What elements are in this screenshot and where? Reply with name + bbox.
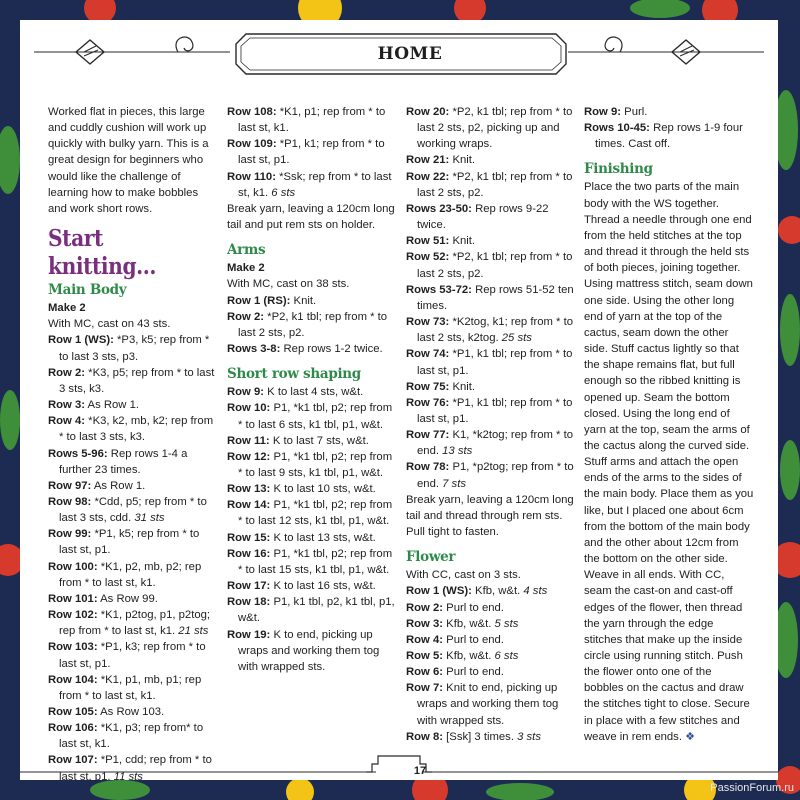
row-label: Row 17: <box>227 580 271 593</box>
row-instruction: Purl to end. <box>443 633 504 646</box>
page-panel <box>20 20 778 783</box>
pattern-row <box>48 365 218 397</box>
pattern-row <box>406 282 578 314</box>
flower-heading: Flower <box>406 549 456 566</box>
arms-break-yarn-text: Break yarn, leaving a 120cm long tail and thread through rem sts. Pull tight to fasten. <box>406 493 574 539</box>
row-label: Row 21: <box>406 154 450 167</box>
row-instruction: *P1, k5; rep from * to last st, p1. <box>59 528 200 557</box>
pattern-row <box>406 583 578 599</box>
pattern-row <box>227 546 397 578</box>
header-title-box <box>242 30 578 76</box>
pattern-row <box>48 478 218 494</box>
row-instruction: *K1, p1; rep from * to last st, k1. <box>238 106 386 135</box>
arms-make-label: Make 2 <box>227 262 265 275</box>
row-instruction: *K1, p2, mb, p2; rep from * to last st, k1. <box>59 560 202 589</box>
row-label: Row 109: <box>227 138 277 151</box>
row-instruction: *P2, k1 tbl; rep from * to last 2 sts, p2. <box>417 251 573 280</box>
stitch-count: 13 sts <box>442 445 473 458</box>
stitch-count: 11 sts <box>113 770 143 783</box>
pattern-row <box>406 201 578 233</box>
end-mark-icon: ❖ <box>685 730 695 743</box>
row-instruction: *K1, p2tog, p1, p2tog; rep from * to last st, k1. <box>59 609 211 638</box>
short-row-shaping-heading: Short row shaping <box>227 366 361 383</box>
row-label: Row 110: <box>227 170 276 183</box>
row-label: Row 7: <box>406 682 444 695</box>
row-label: Row 2: <box>406 601 444 614</box>
pattern-row <box>227 341 397 357</box>
page-number: 17 <box>413 765 427 777</box>
pattern-row <box>48 446 218 478</box>
pattern-row <box>406 346 578 378</box>
main-body-rows-continued <box>227 104 397 201</box>
stitch-count: 31 sts <box>134 512 165 525</box>
short-rows <box>227 384 397 675</box>
row-instruction: Rep rows 9-22 twice. <box>417 202 549 232</box>
row-label: Row 76: <box>406 396 450 409</box>
row-instruction: As Row 99. <box>97 592 158 605</box>
row-label: Rows 53-72: <box>406 283 472 296</box>
pattern-row <box>406 459 578 491</box>
row-label: Row 2: <box>227 310 265 323</box>
pattern-row <box>406 169 578 201</box>
stitch-count: 4 sts <box>523 585 548 598</box>
pattern-row <box>227 104 397 136</box>
pattern-row <box>48 607 218 639</box>
pattern-row <box>406 648 578 664</box>
pattern-row <box>406 104 578 152</box>
row-label: Rows 5-96: <box>48 447 108 460</box>
row-label: Row 99: <box>48 528 92 541</box>
row-label: Row 108: <box>227 106 277 118</box>
pattern-row <box>227 530 397 546</box>
row-instruction: K to last 16 sts, w&t. <box>270 580 376 593</box>
row-instruction: P1, *k1 tbl, p2; rep from * to last 6 sts, k1 tbl, p1, w&t. <box>238 402 393 431</box>
row-label: Row 13: <box>227 483 271 496</box>
stitch-count: 21 sts <box>178 625 209 638</box>
row-label: Row 97: <box>48 479 92 492</box>
stitch-count: 3 sts <box>517 730 541 743</box>
row-instruction: [Ssk] 3 times. <box>443 730 518 743</box>
row-instruction: Purl to end. <box>443 666 504 679</box>
row-label: Row 74: <box>406 348 450 361</box>
row-instruction: *P1, k1; rep from * to last st, p1. <box>238 138 385 167</box>
watermark: PassionForum.ru <box>710 782 794 794</box>
row-instruction: Knit. <box>449 235 476 248</box>
row-label: Row 103: <box>48 641 98 654</box>
row-label: Row 11: <box>227 434 270 447</box>
row-label: Row 78: <box>406 461 450 474</box>
row-label: Rows 10-45: <box>584 122 650 135</box>
pattern-row <box>227 309 397 341</box>
finishing-text: Place the two parts of the main body with the WS together. Thread a needle through one end from the held stitches at the top and thread it through the held sts of both pieces, joining together. Using mattress stitch, seam down one side. Using the other long end of yarn at the top of the cactus, seam down the other side. Stuff cactus lightly so that the shape remains flat, but full enough so the ribbed knitting is opened up. Seam the bottom closed. Using the long end of yarn at the top, seam the arms of the cactus along the curved side. Stuff arms and attach the open ends of the arms to the sides of the main body. Place them as you like, but I placed one about 6cm from the bottom of the main body and the other about 12cm from the bottom on the other side. Weave in all ends. With CC, seam the cast-on and cast-off edges of the flower, then thread the yarn through the edge stitches that make up the inside circle using running stitch. Push the flower onto one of the bobbles on the cactus and draw the stitches tight to close. Secure in place with a few stitches and weave in rem ends. ❖ <box>584 181 754 743</box>
arms-cast-on-text: With MC, cast on 38 sts. <box>227 278 350 291</box>
row-instruction: *P2, k1 tbl; rep from * to last 2 sts, p2. <box>238 310 388 339</box>
stitch-count: 6 sts <box>271 186 296 199</box>
row-instruction: Knit. <box>449 154 476 167</box>
row-label: Row 19: <box>227 628 271 641</box>
pattern-row <box>227 497 397 529</box>
row-label: Row 4: <box>406 633 444 646</box>
row-instruction: *K1, p1, mb, p1; rep from * to last st, k1. <box>59 673 202 702</box>
start-knitting-heading: Start knitting... <box>48 225 156 281</box>
pattern-row <box>227 136 397 168</box>
stitch-count: 25 sts <box>501 332 532 345</box>
row-label: Row 8: <box>406 730 444 743</box>
pattern-row <box>227 449 397 481</box>
column-1 <box>48 104 218 785</box>
row-label: Row 6: <box>406 666 444 679</box>
pattern-row <box>227 481 397 497</box>
break-yarn-text: Break yarn, leaving a 120cm long tail and put rem sts on holder. <box>227 202 395 232</box>
row-instruction: K to last 13 sts, w&t. <box>270 531 376 544</box>
pattern-row <box>227 594 397 626</box>
row-label: Row 98: <box>48 495 92 508</box>
row-label: Row 51: <box>406 235 450 248</box>
pattern-row <box>406 616 578 632</box>
pattern-row <box>406 664 578 680</box>
row-instruction: P1, *k1 tbl, p2; rep from * to last 12 sts, k1 tbl, p1, w&t. <box>238 499 393 528</box>
pattern-row <box>406 233 578 249</box>
row-instruction: P1, *k1 tbl, p2; rep from * to last 15 sts, k1 tbl, p1, w&t. <box>238 547 393 576</box>
row-label: Row 102: <box>48 609 98 622</box>
pattern-row <box>48 526 218 558</box>
column-4 <box>584 104 754 745</box>
row-label: Row 12: <box>227 450 271 463</box>
pattern-row <box>48 332 218 364</box>
row-instruction: Rep rows 1-4 a further 23 times. <box>59 447 188 476</box>
row-label: Row 73: <box>406 316 450 329</box>
row-instruction: *P1, cdd; rep from * to last st, p1. <box>59 754 212 783</box>
row-instruction: K to last 7 sts, w&t. <box>269 434 369 447</box>
main-body-heading: Main Body <box>48 282 127 299</box>
row-instruction: *K3, p5; rep from * to last 3 sts, k3. <box>59 366 215 395</box>
pattern-row <box>48 559 218 591</box>
row-label: Row 14: <box>227 499 271 512</box>
arms-rows <box>227 293 397 358</box>
row-instruction: K1, *k2tog; rep from * to end. <box>417 429 574 458</box>
row-instruction: Knit to end, picking up wraps and working them tog with wrapped sts. <box>417 682 559 727</box>
row-instruction: P1, *k1 tbl, p2; rep from * to last 9 sts, k1 tbl, p1, w&t. <box>238 450 393 479</box>
row-instruction: K to last 10 sts, w&t. <box>270 483 376 496</box>
pattern-row <box>406 600 578 616</box>
row-label: Row 52: <box>406 251 450 264</box>
pattern-row <box>406 314 578 346</box>
stitch-count: 7 sts <box>442 477 466 490</box>
row-instruction: Kfb, w&t. <box>443 650 495 662</box>
row-label: Row 3: <box>48 399 86 412</box>
row-label: Rows 23-50: <box>406 202 472 215</box>
row-instruction: As Row 103. <box>97 706 165 718</box>
pattern-row <box>48 413 218 445</box>
pattern-row <box>406 632 578 648</box>
row-instruction: As Row 1. <box>85 399 140 412</box>
pattern-row <box>48 672 218 704</box>
cast-on-text: With MC, cast on 43 sts. <box>48 318 171 331</box>
row-label: Row 107: <box>48 754 98 767</box>
make-label: Make 2 <box>48 302 86 315</box>
row-label: Row 18: <box>227 596 271 609</box>
column-3 <box>406 104 578 745</box>
row-label: Row 77: <box>406 429 450 442</box>
row-instruction: Kfb, w&t. <box>471 585 524 598</box>
flower-rows <box>406 583 578 745</box>
row-instruction: *Ssk; rep from * to last st, k1. <box>238 170 392 199</box>
arms-rows-continued <box>406 104 578 492</box>
flower-rows-continued <box>584 104 754 152</box>
row-instruction: K to last 4 sts, w&t. <box>264 386 364 399</box>
row-label: Row 5: <box>406 650 444 662</box>
stitch-count: 6 sts <box>494 650 519 662</box>
pattern-row <box>227 400 397 432</box>
pattern-row <box>227 169 397 201</box>
intro-paragraph: Worked flat in pieces, this large and cuddly cushion will work up quickly with bulky yarn. This is a great design for beginners who would like the challenge of learning how to make bobbles and work short rows. <box>48 106 209 215</box>
row-label: Row 20: <box>406 106 450 118</box>
row-instruction: Knit. <box>449 380 476 393</box>
row-label: Row 2: <box>48 366 86 379</box>
row-label: Row 15: <box>227 531 271 544</box>
row-label: Row 104: <box>48 673 98 686</box>
row-instruction: Rep rows 1-9 four times. Cast off. <box>595 122 743 151</box>
pattern-row <box>406 395 578 427</box>
row-instruction: Purl. <box>621 106 648 118</box>
row-label: Row 1 (WS): <box>406 585 472 598</box>
pattern-row <box>584 120 754 152</box>
row-instruction: *P1, k1 tbl; rep from * to last st, p1. <box>417 396 573 425</box>
pattern-row <box>227 384 397 400</box>
pattern-row <box>48 704 218 720</box>
row-instruction: *P3, k5; rep from * to last 3 sts, p3. <box>59 334 210 363</box>
row-instruction: *K3, k2, mb, k2; rep from * to last 3 sts, k3. <box>59 415 214 444</box>
row-instruction: Purl to end. <box>443 601 504 614</box>
pattern-row <box>406 680 578 728</box>
pattern-row <box>227 627 397 675</box>
row-label: Row 101: <box>48 592 98 605</box>
row-instruction: Kfb, w&t. <box>443 617 495 630</box>
pattern-row <box>227 578 397 594</box>
row-instruction: Rep rows 1-2 twice. <box>280 343 383 356</box>
row-instruction: Knit. <box>290 294 317 307</box>
row-instruction: *K2tog, k1; rep from * to last 2 sts, k2tog. <box>417 316 574 345</box>
pattern-row <box>227 293 397 309</box>
row-label: Row 105: <box>48 706 98 718</box>
row-label: Row 106: <box>48 722 98 735</box>
row-label: Row 1 (RS): <box>227 294 291 307</box>
row-instruction: Rep rows 51-52 ten times. <box>417 283 574 312</box>
row-label: Row 9: <box>227 386 265 399</box>
row-label: Row 10: <box>227 402 271 415</box>
row-instruction: *P2, k1 tbl; rep from * to last 2 sts, p2, picking up and working wraps. <box>417 106 573 151</box>
footer-ornament <box>20 742 778 783</box>
row-instruction: *P2, k1 tbl; rep from * to last 2 sts, p2. <box>417 170 573 199</box>
row-instruction: P1, *p2tog; rep from * to end. <box>417 461 574 490</box>
row-instruction: As Row 1. <box>91 479 146 492</box>
row-label: Row 16: <box>227 547 271 560</box>
page-title: HOME <box>377 44 443 64</box>
row-instruction: *Cdd, p5; rep from * to last 3 sts, cdd. <box>59 495 207 525</box>
row-label: Row 9: <box>584 106 622 118</box>
column-2 <box>227 104 397 675</box>
flower-cast-on-text: With CC, cast on 3 sts. <box>406 569 521 582</box>
finishing-heading: Finishing <box>584 161 653 178</box>
row-instruction: K to end, picking up wraps and working them tog with wrapped sts. <box>238 628 380 673</box>
row-label: Row 75: <box>406 380 450 393</box>
pattern-row <box>406 152 578 168</box>
pattern-row <box>48 639 218 671</box>
pattern-row <box>584 104 754 120</box>
row-instruction: P1, k1 tbl, p2, k1 tbl, p1, w&t. <box>238 596 395 625</box>
main-body-rows <box>48 332 218 784</box>
row-instruction: *P1, k1 tbl; rep from * to last st, p1. <box>417 348 573 377</box>
pattern-row <box>48 591 218 607</box>
row-label: Row 100: <box>48 560 98 573</box>
row-label: Row 4: <box>48 415 86 428</box>
pattern-row <box>406 249 578 281</box>
row-label: Row 1 (WS): <box>48 334 114 347</box>
pattern-row <box>227 433 397 449</box>
stitch-count: 5 sts <box>494 617 519 630</box>
row-label: Row 3: <box>406 617 444 630</box>
row-instruction: *P1, k3; rep from * to last st, p1. <box>59 641 206 670</box>
row-label: Row 22: <box>406 170 450 183</box>
pattern-row <box>48 397 218 413</box>
arms-heading: Arms <box>227 242 266 259</box>
pattern-row <box>406 379 578 395</box>
row-label: Rows 3-8: <box>227 343 281 356</box>
row-instruction: *K1, p3; rep from* to last st, k1. <box>59 722 204 751</box>
pattern-row <box>48 494 218 526</box>
pattern-row <box>406 427 578 459</box>
